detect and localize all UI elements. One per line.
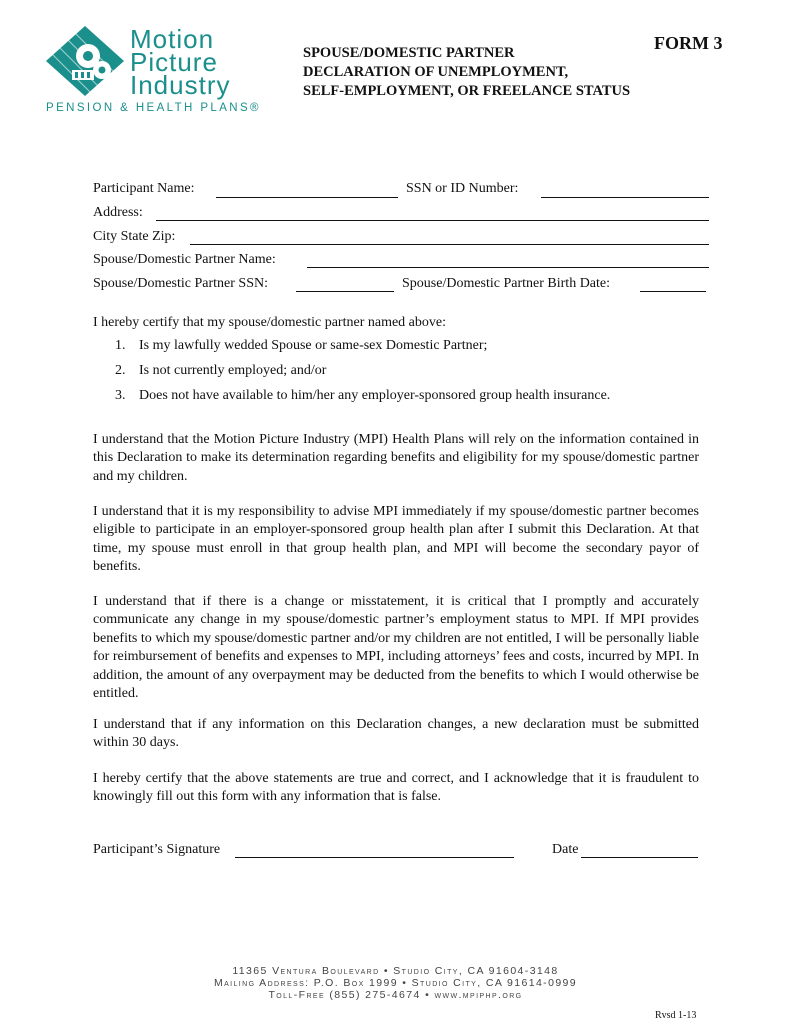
list-item-number: 1. — [115, 338, 126, 353]
partner-ssn-label: Spouse/Domestic Partner SSN: — [93, 276, 268, 291]
city-state-zip-field[interactable] — [190, 244, 709, 245]
film-reel-logo-icon — [44, 24, 126, 98]
partner-birth-date-label: Spouse/Domestic Partner Birth Date: — [402, 276, 611, 291]
logo-word-picture: Picture — [130, 47, 218, 77]
ssn-label: SSN or ID Number: — [406, 181, 519, 196]
paragraph-reliance: I understand that the Motion Picture Industry (MPI) Health Plans will rely on the information contained in this Declaration to make its determination regarding benefits and eligibility for my spouse/domestic partner and my children. — [93, 432, 699, 484]
signature-label: Participant’s Signature — [93, 842, 221, 857]
footer-street-address: 11365 Ventura Boulevard • Studio City, CA 91604-3148 — [232, 965, 559, 977]
logo-tagline: PENSION & HEALTH PLANS® — [46, 102, 261, 114]
date-label: Date — [552, 842, 579, 857]
list-item-text: Is not currently employed; and/or — [139, 363, 327, 378]
logo-word-industry: Industry — [130, 70, 231, 100]
form-number: FORM 3 — [654, 33, 723, 53]
address-label: Address: — [93, 205, 143, 220]
certify-intro: I hereby certify that my spouse/domestic partner named above: — [93, 315, 446, 330]
revision-date: Rvsd 1-13 — [655, 1010, 697, 1021]
partner-name-label: Spouse/Domestic Partner Name: — [93, 252, 276, 267]
paragraph-responsibility: I understand that it is my responsibility to advise MPI immediately if my spouse/domestic partner becomes eligible to participate in an employer-sponsored group health plan after I submit this Declaration. At that time, my spouse must enroll in that group health plan, and MPI will become the secondary payor of benefits. — [93, 504, 699, 575]
paragraph-certification: I hereby certify that the above statements are true and correct, and I acknowledge that it is fraudulent to knowingly fill out this form with any information that is false. — [93, 771, 699, 805]
partner-birth-date-field[interactable] — [640, 291, 706, 292]
form-title-line-2: DECLARATION OF UNEMPLOYMENT, — [303, 64, 569, 80]
ssn-field[interactable] — [541, 197, 709, 198]
form-title — [303, 44, 630, 101]
form-title-line-1: SPOUSE/DOMESTIC PARTNER — [303, 45, 515, 61]
address-field[interactable] — [156, 220, 709, 221]
participant-name-label: Participant Name: — [93, 181, 195, 196]
list-item-text: Is my lawfully wedded Spouse or same-sex Domestic Partner; — [139, 338, 488, 353]
footer-contact: Toll-Free (855) 275-4674 • www.mpiphp.org — [268, 989, 523, 1001]
partner-name-field[interactable] — [307, 267, 709, 268]
participant-name-field[interactable] — [216, 197, 398, 198]
form-title-line-3: SELF-EMPLOYMENT, OR FREELANCE STATUS — [303, 83, 631, 99]
list-item-number: 2. — [115, 363, 126, 378]
logo-word-motion: Motion — [130, 24, 215, 54]
partner-ssn-field[interactable] — [296, 291, 394, 292]
footer-mailing-address: Mailing Address: P.O. Box 1999 • Studio City, CA 91614-0999 — [213, 977, 578, 989]
signature-field[interactable] — [235, 857, 514, 858]
paragraph-misstatement: I understand that if there is a change or misstatement, it is critical that I promptly and accurately communicate any change in my spouse/domestic partner’s employment status to MPI. If MPI provides benefits to which my spouse/domestic partner and/or my children are not entitled, I will be personally liable for reimbursement of benefits and expenses to MPI, including attorneys’ fees and costs, incurred by MPI. In addition, the amount of any overpayment may be deducted from the benefits to which I would otherwise be entitled. — [93, 594, 699, 702]
city-state-zip-label: City State Zip: — [93, 229, 176, 244]
date-field[interactable] — [581, 857, 698, 858]
list-item-text: Does not have available to him/her any employer-sponsored group health insurance. — [139, 388, 611, 403]
list-item-number: 3. — [115, 388, 126, 403]
mpi-logo — [44, 24, 274, 116]
paragraph-changes: I understand that if any information on this Declaration changes, a new declaration must be submitted within 30 days. — [93, 717, 699, 751]
